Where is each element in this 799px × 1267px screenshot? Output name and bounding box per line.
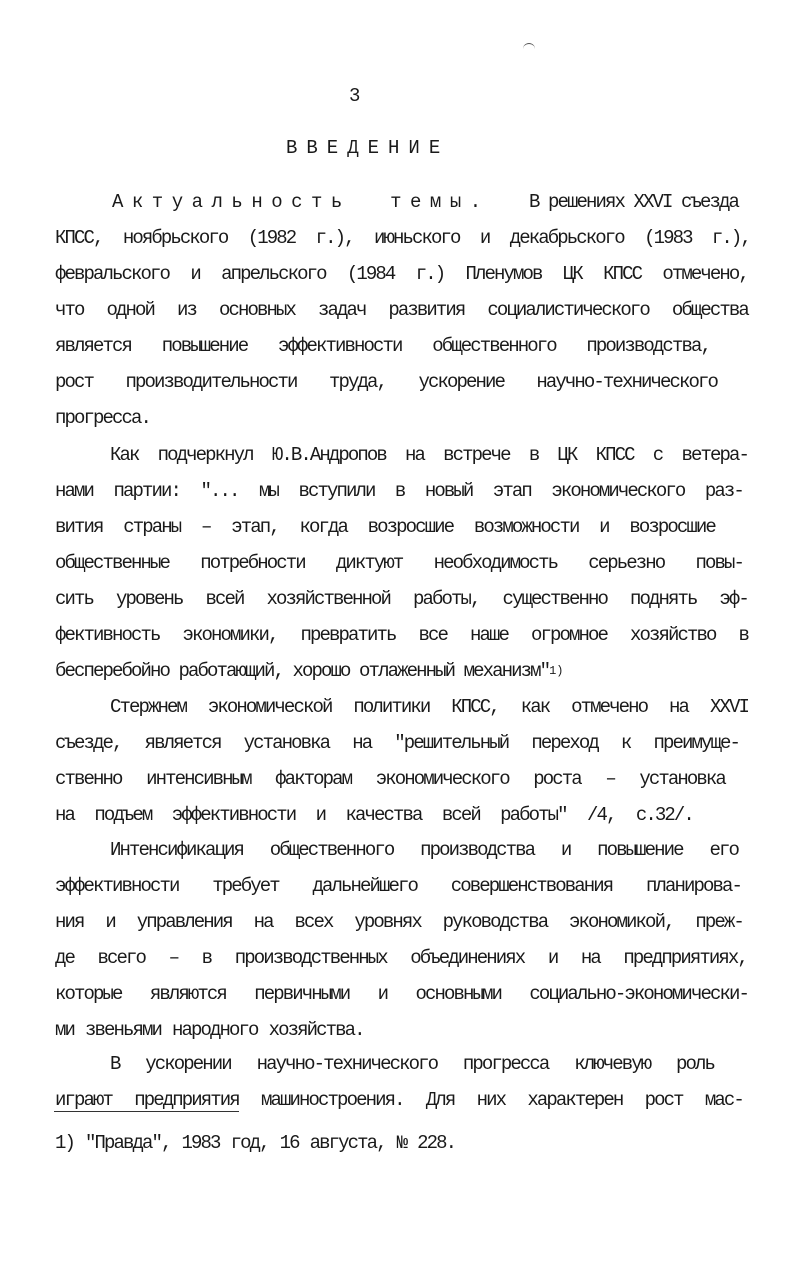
p1-line-1-text: В решениях XXVI съезда [528,191,738,213]
p5-line-2: играют предприятия машиностроения. Для них характерен рост мас- [55,1089,743,1111]
p2-line-1: Как подчеркнул Ю.В.Андропов на встрече в ЦК КПСС с ветера- [110,444,748,466]
footnote-separator [54,1111,239,1112]
p4-line-2: эффективности требует дальнейшего совершенствования планирова- [55,875,741,897]
p2-line-7 [55,659,564,683]
p4-line-5: которые являются первичными и основными социально-экономически- [55,983,748,1005]
p1-line-6: рост производительности труда, ускорение научно-технического [55,371,717,393]
p2-line-3: вития страны – этап, когда возросшие возможности и возросшие [55,516,715,538]
p2-line-5: сить уровень всей хозяйственной работы, существенно поднять эф- [55,588,748,610]
pencil-mark [523,43,535,52]
p2-line-6: фективность экономики, превратить все наше огромное хозяйство в [55,624,748,646]
p1-line-2: КПСС, ноябрьского (1982 г.), июньского и декабрьского (1983 г.), [55,227,750,249]
p3-line-1: Стержнем экономической политики КПСС, как отмечено на XXVI [110,696,748,718]
p3-line-4: на подъем эффективности и качества всей работы" /4, с.32/. [55,804,693,826]
page-number: 3 [349,85,361,107]
p1-line-1 [112,190,738,214]
section-heading: ВВЕДЕНИЕ [286,137,450,159]
lead-word-2: темы. [390,191,490,213]
p1-line-7: прогресса. [55,407,151,429]
p3-line-2: съезде, является установка на "решительный переход к преимуще- [55,732,739,754]
p4-line-6: ми звеньями народного хозяйства. [55,1019,364,1041]
p4-line-3: ния и управления на всех уровнях руководства экономикой, преж- [55,911,743,933]
footnote: 1) "Правда", 1983 год, 16 августа, № 228. [55,1132,456,1154]
footnote-ref: 1) [549,664,564,678]
p1-line-5: является повышение эффективности общественного производства, [55,335,710,357]
p4-line-4: де всего – в производственных объединениях и на предприятиях, [55,947,747,969]
p1-line-4: что одной из основных задач развития социалистического общества [55,299,748,321]
p2-line-2: нами партии: "... мы вступили в новый этап экономического раз- [55,480,743,502]
p4-line-1: Интенсификация общественного производства и повышение его [110,839,738,861]
p3-line-3: ственно интенсивным факторам экономического роста – установка [55,768,725,790]
p5-line-1: В ускорении научно-технического прогресса ключевую роль [110,1053,714,1075]
p2-line-7-text: бесперебойно работающий, хорошо отлаженный механизм" [55,660,550,682]
p2-line-4: общественные потребности диктуют необходимость серьезно повы- [55,552,743,574]
lead-word-1: Актуальность [112,191,351,213]
p1-line-3: февральского и апрельского (1984 г.) Пленумов ЦК КПСС отмечено, [55,263,748,285]
